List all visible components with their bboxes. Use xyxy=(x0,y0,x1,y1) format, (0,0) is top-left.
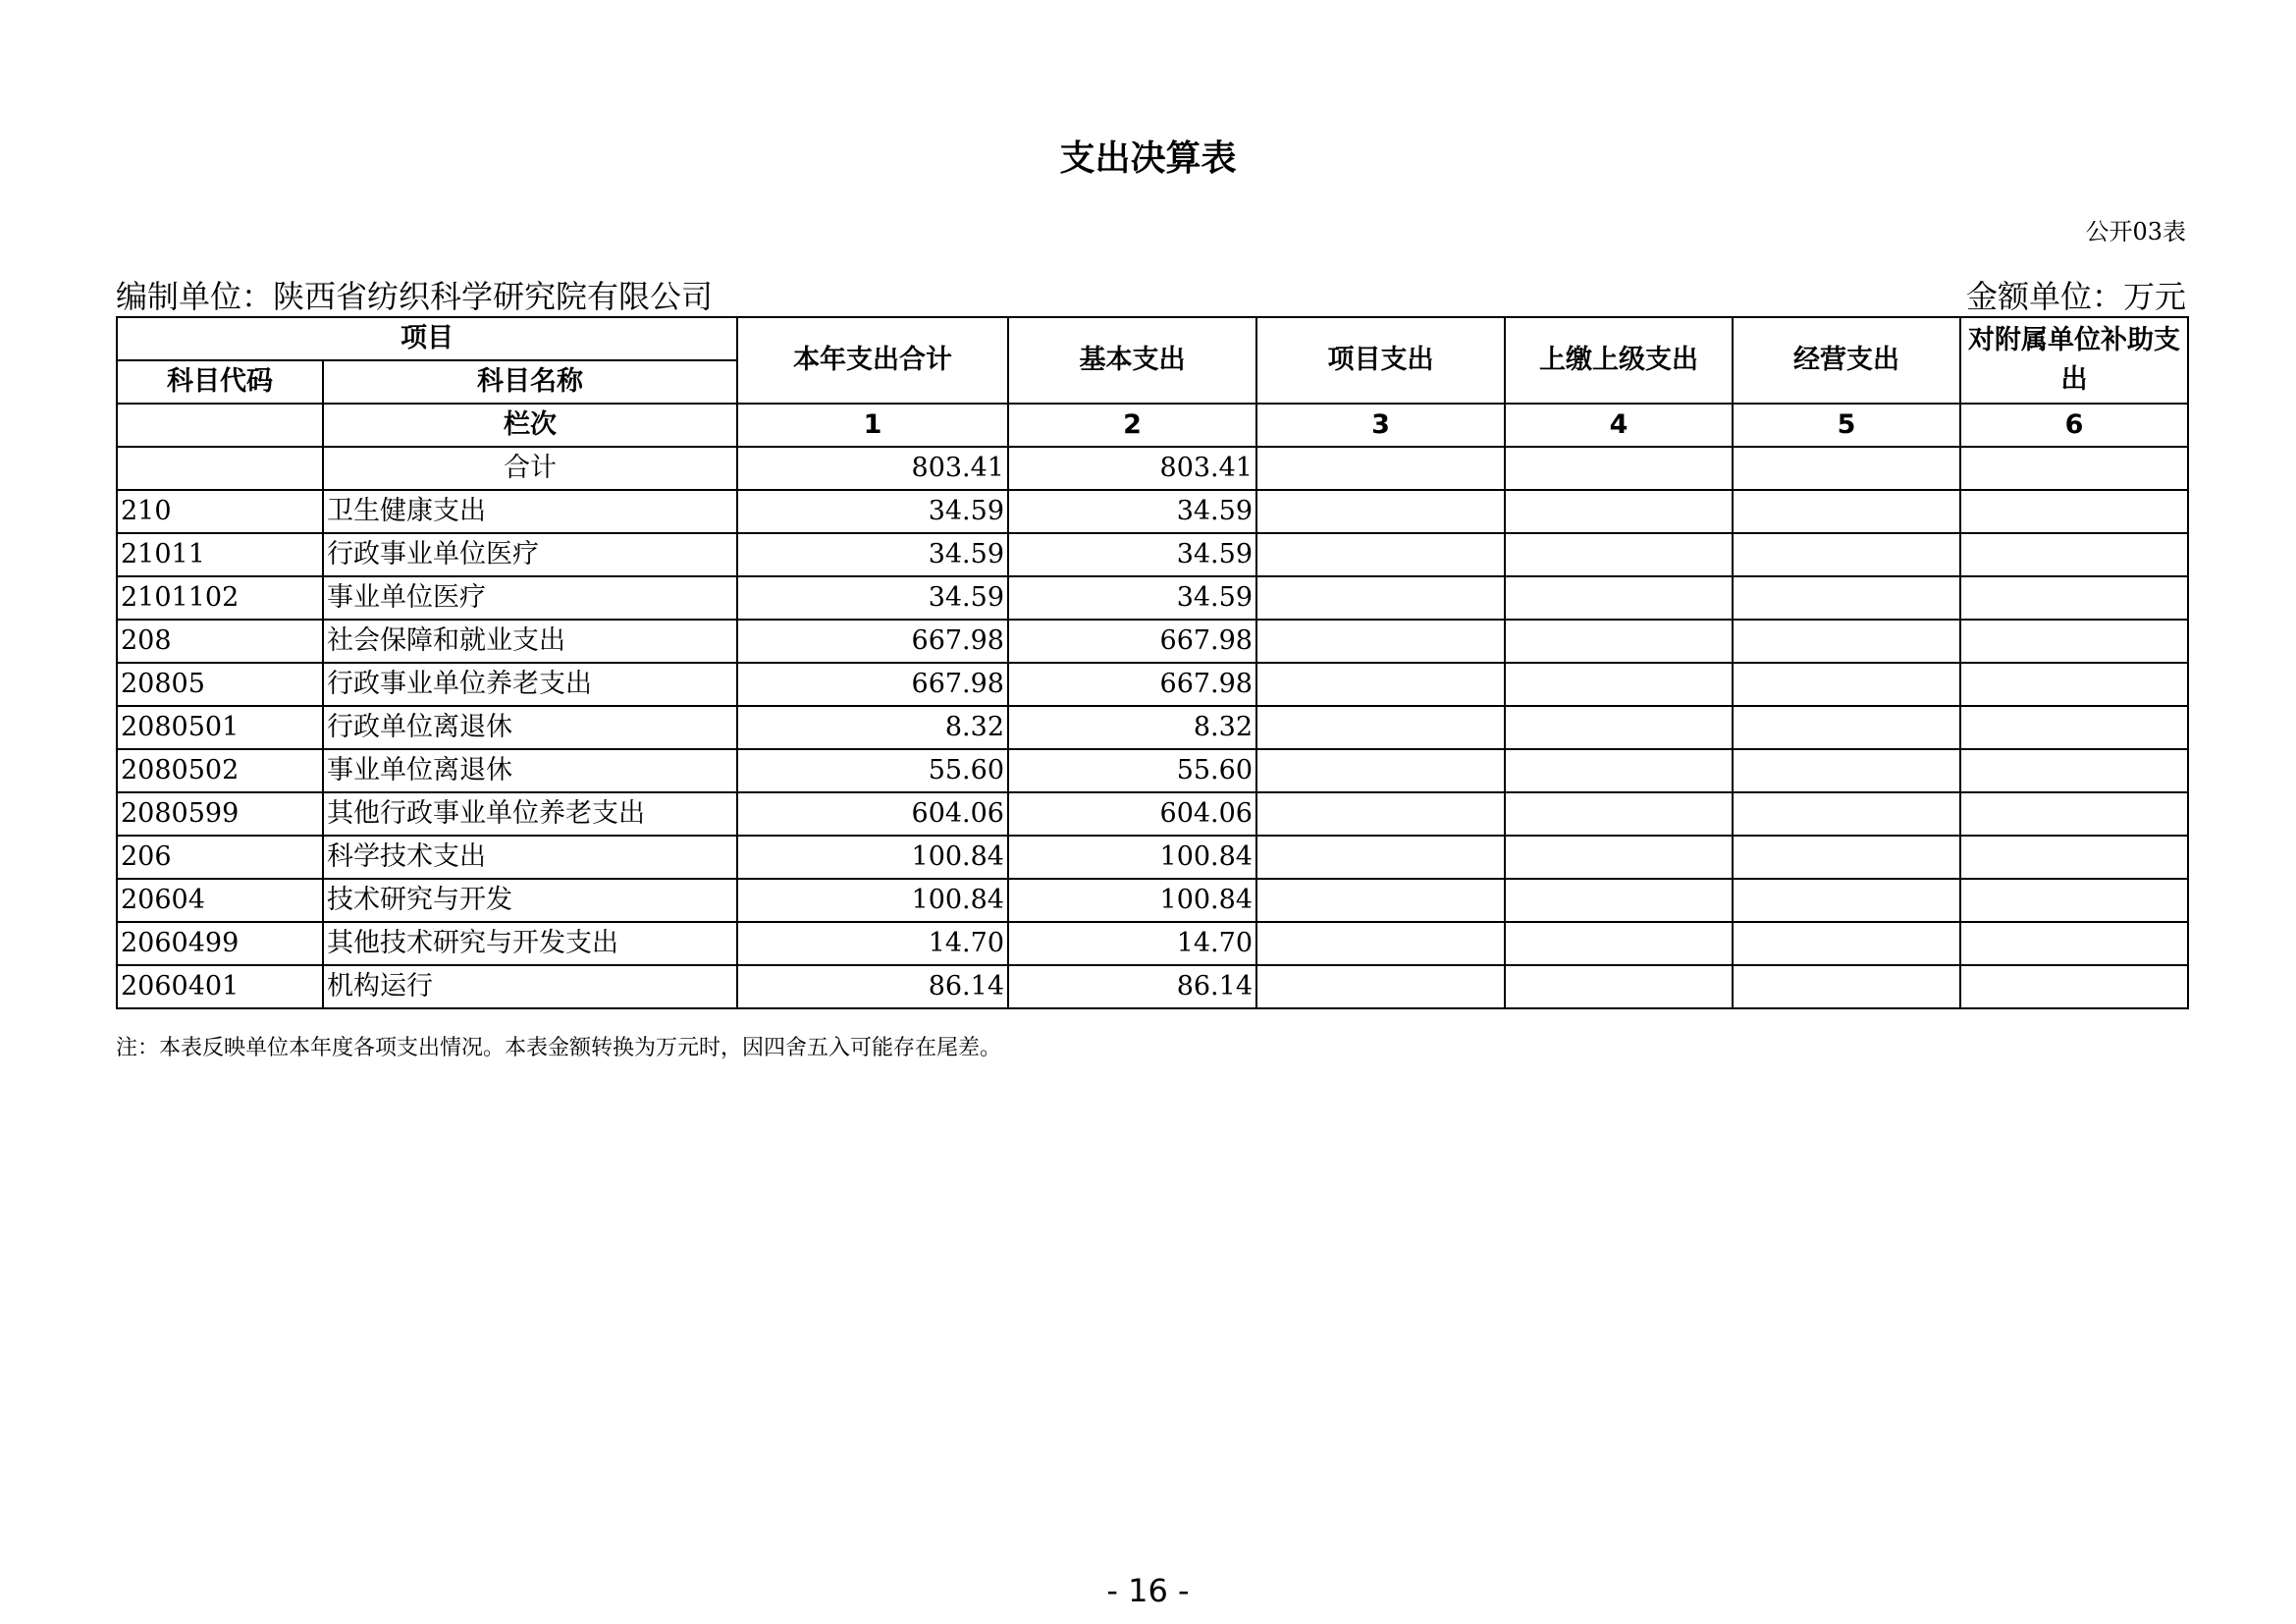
amount-cell xyxy=(1960,706,2188,749)
subject-name: 其他技术研究与开发支出 xyxy=(323,922,737,965)
amount-cell xyxy=(1256,620,1505,663)
table-row xyxy=(117,749,2188,792)
table-row xyxy=(117,620,2188,663)
amount-cell xyxy=(1256,792,1505,836)
subject-name: 机构运行 xyxy=(323,965,737,1008)
header-col-basic: 基本支出 xyxy=(1008,317,1256,404)
amount-cell xyxy=(1733,533,1960,576)
table-row xyxy=(117,879,2188,922)
table-row xyxy=(117,576,2188,620)
header-col-remit: 上缴上级支出 xyxy=(1505,317,1733,404)
amount-cell: 667.98 xyxy=(1008,620,1256,663)
table-cell xyxy=(117,404,323,447)
table-row xyxy=(117,533,2188,576)
total-value xyxy=(1960,447,2188,490)
amount-cell xyxy=(1505,620,1733,663)
subject-code: 210 xyxy=(117,490,323,533)
amount-cell: 55.60 xyxy=(737,749,1008,792)
amount-cell xyxy=(1256,490,1505,533)
table-row xyxy=(117,965,2188,1008)
amount-cell xyxy=(1960,879,2188,922)
amount-cell: 100.84 xyxy=(1008,836,1256,879)
amount-cell: 34.59 xyxy=(737,490,1008,533)
amount-cell xyxy=(1733,490,1960,533)
amount-cell xyxy=(1256,965,1505,1008)
header-code: 科目代码 xyxy=(117,360,323,404)
subject-code: 21011 xyxy=(117,533,323,576)
amount-cell xyxy=(1960,490,2188,533)
subject-name: 行政事业单位医疗 xyxy=(323,533,737,576)
column-number: 5 xyxy=(1733,404,1960,447)
amount-cell xyxy=(1960,620,2188,663)
total-value xyxy=(1256,447,1505,490)
subject-name: 事业单位离退休 xyxy=(323,749,737,792)
amount-cell xyxy=(1733,792,1960,836)
prepared-by: 编制单位：陕西省纺织科学研究院有限公司 xyxy=(116,278,714,315)
total-value xyxy=(1505,447,1733,490)
column-label: 栏次 xyxy=(323,404,737,447)
amount-cell xyxy=(1256,922,1505,965)
subject-name: 卫生健康支出 xyxy=(323,490,737,533)
subject-name: 事业单位医疗 xyxy=(323,576,737,620)
amount-cell: 34.59 xyxy=(1008,533,1256,576)
amount-cell xyxy=(1505,836,1733,879)
amount-cell xyxy=(1505,663,1733,706)
expenditure-table xyxy=(116,316,2189,1009)
amount-cell xyxy=(1256,749,1505,792)
subject-code: 2080502 xyxy=(117,749,323,792)
amount-cell: 100.84 xyxy=(737,879,1008,922)
amount-cell xyxy=(1505,533,1733,576)
subject-name: 科学技术支出 xyxy=(323,836,737,879)
subject-code: 208 xyxy=(117,620,323,663)
amount-cell: 34.59 xyxy=(737,576,1008,620)
amount-cell: 604.06 xyxy=(1008,792,1256,836)
amount-cell xyxy=(1733,663,1960,706)
table-row xyxy=(117,663,2188,706)
amount-cell xyxy=(1505,576,1733,620)
table-row xyxy=(117,490,2188,533)
amount-cell xyxy=(1960,792,2188,836)
subject-name: 行政单位离退休 xyxy=(323,706,737,749)
amount-cell xyxy=(1505,749,1733,792)
amount-cell: 14.70 xyxy=(1008,922,1256,965)
amount-cell xyxy=(1505,922,1733,965)
column-number: 2 xyxy=(1008,404,1256,447)
amount-cell: 100.84 xyxy=(1008,879,1256,922)
header-col-subsidy: 对附属单位补助支出 xyxy=(1960,317,2188,404)
amount-cell xyxy=(1256,879,1505,922)
amount-cell xyxy=(1960,965,2188,1008)
header-col-total: 本年支出合计 xyxy=(737,317,1008,404)
total-row xyxy=(117,447,2188,490)
amount-cell xyxy=(1256,533,1505,576)
amount-cell xyxy=(1505,706,1733,749)
subject-name: 行政事业单位养老支出 xyxy=(323,663,737,706)
amount-cell: 8.32 xyxy=(1008,706,1256,749)
subject-name: 其他行政事业单位养老支出 xyxy=(323,792,737,836)
amount-cell xyxy=(1256,706,1505,749)
amount-cell xyxy=(1733,749,1960,792)
amount-cell: 34.59 xyxy=(737,533,1008,576)
amount-cell: 604.06 xyxy=(737,792,1008,836)
amount-cell: 8.32 xyxy=(737,706,1008,749)
table-row xyxy=(117,792,2188,836)
amount-cell: 55.60 xyxy=(1008,749,1256,792)
amount-cell xyxy=(1733,836,1960,879)
amount-cell xyxy=(1960,576,2188,620)
report-title: 支出决算表 xyxy=(1059,138,1237,179)
amount-cell xyxy=(1505,879,1733,922)
subject-code: 20805 xyxy=(117,663,323,706)
subject-code: 2101102 xyxy=(117,576,323,620)
amount-cell xyxy=(1733,620,1960,663)
page-number: - 16 - xyxy=(1106,1572,1190,1609)
subject-name: 技术研究与开发 xyxy=(323,879,737,922)
subject-code: 2060401 xyxy=(117,965,323,1008)
amount-cell: 86.14 xyxy=(1008,965,1256,1008)
amount-cell: 667.98 xyxy=(1008,663,1256,706)
amount-cell: 100.84 xyxy=(737,836,1008,879)
amount-cell xyxy=(1256,836,1505,879)
total-value: 803.41 xyxy=(1008,447,1256,490)
amount-cell xyxy=(1960,663,2188,706)
column-number: 1 xyxy=(737,404,1008,447)
amount-cell xyxy=(1733,576,1960,620)
amount-cell xyxy=(1960,533,2188,576)
amount-cell: 667.98 xyxy=(737,620,1008,663)
subject-code: 206 xyxy=(117,836,323,879)
amount-cell xyxy=(1960,836,2188,879)
column-number: 4 xyxy=(1505,404,1733,447)
total-value xyxy=(1733,447,1960,490)
subject-code: 2080599 xyxy=(117,792,323,836)
table-row xyxy=(117,922,2188,965)
amount-cell xyxy=(1256,663,1505,706)
header-name: 科目名称 xyxy=(323,360,737,404)
subject-code: 2060499 xyxy=(117,922,323,965)
table-row xyxy=(117,836,2188,879)
column-number: 6 xyxy=(1960,404,2188,447)
table-cell xyxy=(117,447,323,490)
header-col-operating: 经营支出 xyxy=(1733,317,1960,404)
amount-cell: 14.70 xyxy=(737,922,1008,965)
header-item: 项目 xyxy=(117,317,737,360)
amount-cell xyxy=(1256,576,1505,620)
subject-name: 社会保障和就业支出 xyxy=(323,620,737,663)
amount-cell: 667.98 xyxy=(737,663,1008,706)
amount-cell: 34.59 xyxy=(1008,576,1256,620)
header-col-project: 项目支出 xyxy=(1256,317,1505,404)
amount-cell xyxy=(1505,965,1733,1008)
total-label: 合计 xyxy=(323,447,737,490)
column-number: 3 xyxy=(1256,404,1505,447)
amount-unit: 金额单位：万元 xyxy=(1965,278,2186,315)
total-value: 803.41 xyxy=(737,447,1008,490)
amount-cell xyxy=(1733,706,1960,749)
amount-cell xyxy=(1960,922,2188,965)
amount-cell xyxy=(1505,490,1733,533)
form-number: 公开03表 xyxy=(2085,218,2186,245)
amount-cell: 86.14 xyxy=(737,965,1008,1008)
footnote: 注：本表反映单位本年度各项支出情况。本表金额转换为万元时，因四舍五入可能存在尾差。 xyxy=(116,1036,1002,1060)
amount-cell xyxy=(1733,922,1960,965)
subject-code: 20604 xyxy=(117,879,323,922)
amount-cell xyxy=(1733,965,1960,1008)
amount-cell xyxy=(1733,879,1960,922)
amount-cell xyxy=(1960,749,2188,792)
table-row xyxy=(117,706,2188,749)
subject-code: 2080501 xyxy=(117,706,323,749)
column-index-row xyxy=(117,404,2188,447)
amount-cell: 34.59 xyxy=(1008,490,1256,533)
amount-cell xyxy=(1505,792,1733,836)
